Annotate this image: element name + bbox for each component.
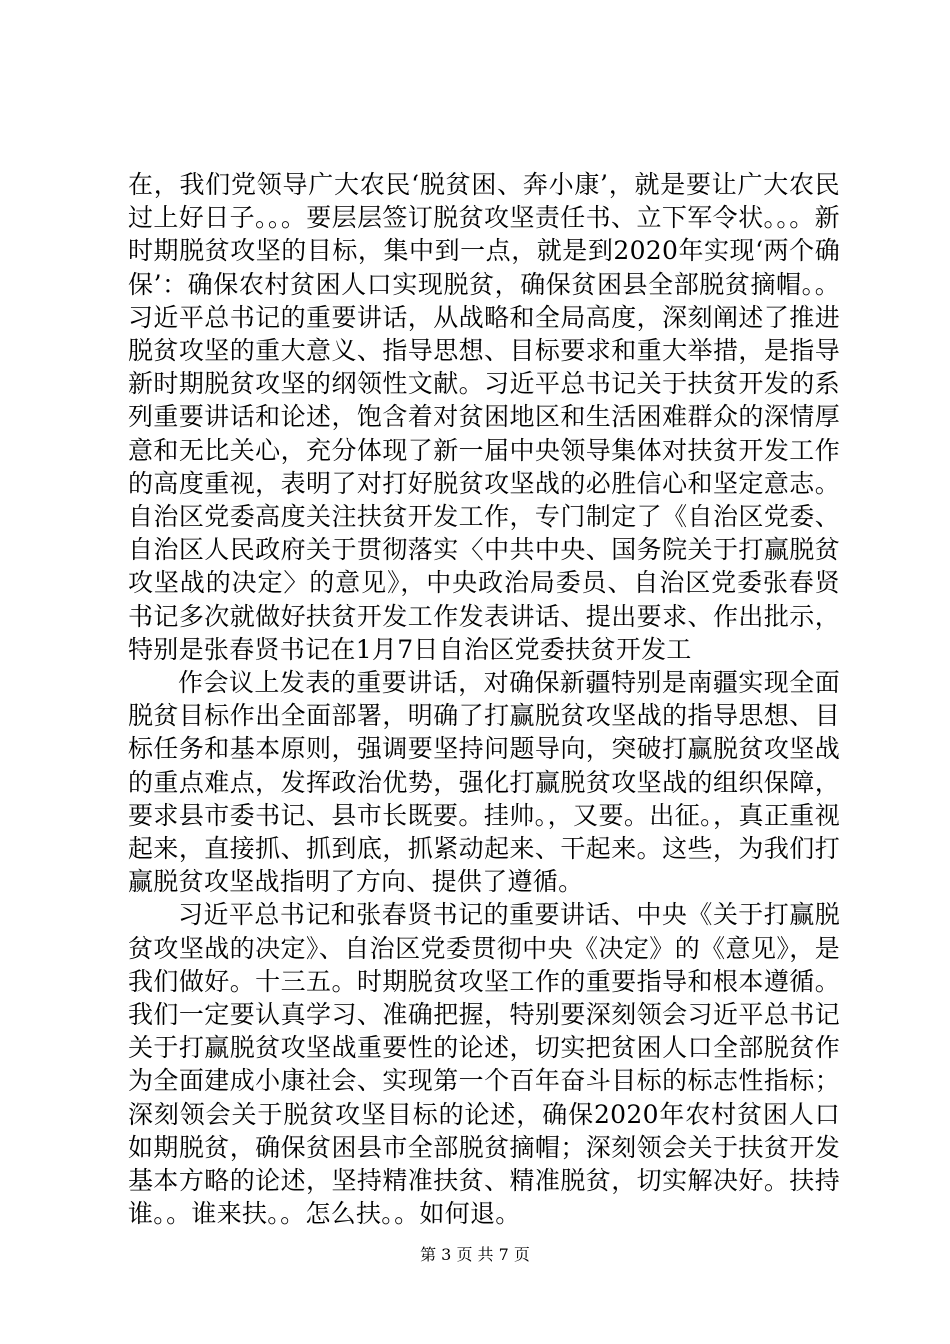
document-body	[128, 168, 840, 1231]
paragraph-1: 在，我们党领导广大农民‘脱贫困、奔小康’，就是要让广大农民过上好日子。。。要层层签订脱贫攻坚责任书、立下军令状。。。新时期脱贫攻坚的目标，集中到一点，就是到2020年实现‘两个确保’：确保农村贫困人口实现脱贫，确保贫困县全部脱贫摘帽。。习近平总书记的重要讲话，从战略和全局高度，深刻阐述了推进脱贫攻坚的重大意义、指导思想、目标要求和重大举措，是指导新时期脱贫攻坚的纲领性文献。习近平总书记关于扶贫开发的系列重要讲话和论述，饱含着对贫困地区和生活困难群众的深情厚意和无比关心，充分体现了新一届中央领导集体对扶贫开发工作的高度重视，表明了对打好脱贫攻坚战的必胜信心和坚定意志。自治区党委高度关注扶贫开发工作，专门制定了《自治区党委、自治区人民政府关于贯彻落实〈中共中央、国务院关于打赢脱贫攻坚战的决定〉的意见》，中央政治局委员、自治区党委张春贤书记多次就做好扶贫开发工作发表讲话、提出要求、作出批示，特别是张春贤书记在1月7日自治区党委扶贫开发工	[128, 170, 840, 664]
paragraph-2: 作会议上发表的重要讲话，对确保新疆特别是南疆实现全面脱贫目标作出全面部署，明确了打赢脱贫攻坚战的指导思想、目标任务和基本原则，强调要坚持问题导向，突破打赢脱贫攻坚战的重点难点，发挥政治优势，强化打赢脱贫攻坚战的组织保障，要求县市委书记、县市长既要。挂帅。，又要。出征。，真正重视起来，直接抓、抓到底，抓紧动起来、干起来。这些，为我们打赢脱贫攻坚战指明了方向、提供了遵循。	[128, 668, 840, 897]
page-number-label: 第 3 页 共 7 页	[420, 1245, 530, 1264]
paragraph-3: 习近平总书记和张春贤书记的重要讲话、中央《关于打赢脱贫攻坚战的决定》、自治区党委贯彻中央《决定》的《意见》，是我们做好。十三五。时期脱贫攻坚工作的重要指导和根本遵循。我们一定要认真学习、准确把握，特别要深刻领会习近平总书记关于打赢脱贫攻坚战重要性的论述，切实把贫困人口全部脱贫作为全面建成小康社会、实现第一个百年奋斗目标的标志性指标；深刻领会关于脱贫攻坚目标的论述，确保2020年农村贫困人口如期脱贫，确保贫困县市全部脱贫摘帽；深刻领会关于扶贫开发基本方略的论述，坚持精准扶贫、精准脱贫，切实解决好。扶持谁。。谁来扶。。怎么扶。。如何退。	[128, 900, 840, 1229]
page-footer	[0, 1244, 950, 1266]
